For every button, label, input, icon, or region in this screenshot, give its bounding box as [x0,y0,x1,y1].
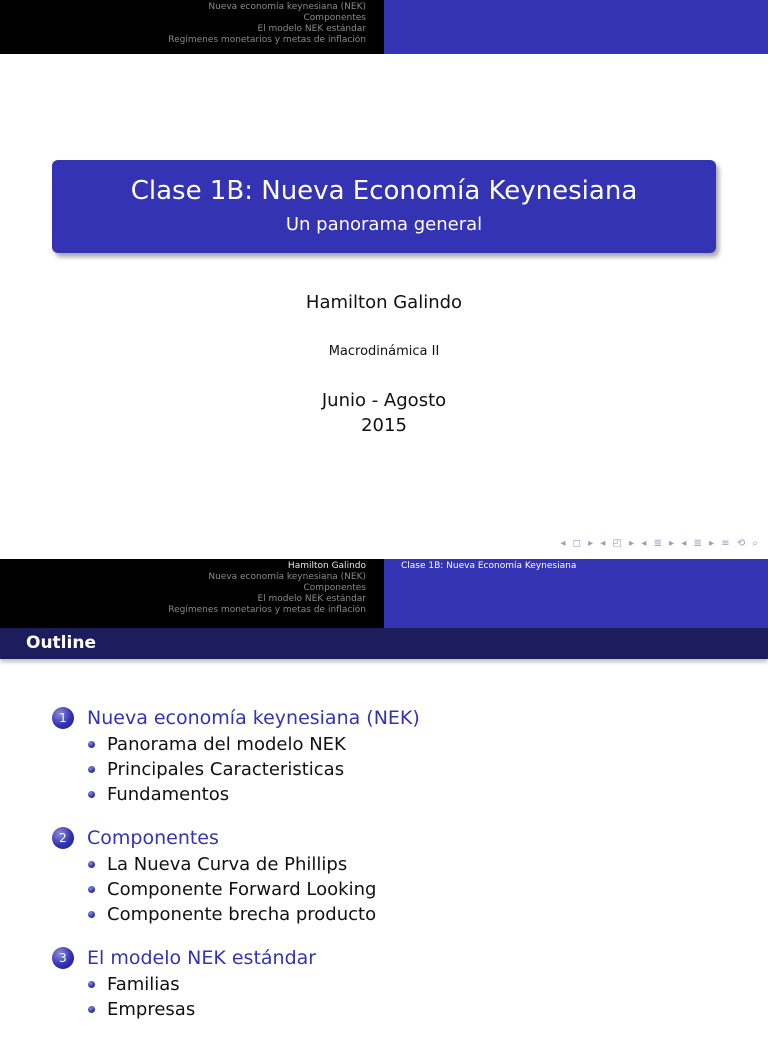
bullet-icon [88,981,95,988]
toc-section-label: El modelo NEK estándar [87,947,317,969]
header-title-area [384,559,768,628]
title-block [52,160,716,253]
toc-subsection[interactable] [52,902,752,927]
toc-section-label: Nueva economía keynesiana (NEK) [87,707,420,729]
toc-subsection[interactable] [52,732,752,757]
toc-subsection-label: Fundamentos [107,784,230,805]
date-line: Junio - Agosto [321,390,447,411]
header-section-link[interactable]: Nueva economía keynesiana (NEK) [208,2,366,12]
bullet-icon [88,791,95,798]
bullet-icon [88,886,95,893]
header-section-link[interactable]: Componentes [303,583,366,593]
header-section-link[interactable]: Regímenes monetarios y metas de inflación [168,605,366,615]
bullet-icon [88,766,95,773]
section-number-ball-icon: 3 [52,947,74,969]
toc-section [52,704,752,807]
toc-section-label: Componentes [87,827,219,849]
toc-subsection[interactable] [52,972,752,997]
toc-section [52,824,752,927]
header-section-list [0,559,384,628]
frame-title: Outline [26,633,96,653]
beamer-navigation-bar[interactable]: ◂ ◻ ▸ ◂ ◰ ▸ ◂ ≣ ▸ ◂ ≣ ▸ ≡ ⟲ ⌕ [560,538,760,549]
toc-subsection-label: La Nueva Curva de Phillips [107,854,348,875]
institute-name: Macrodinámica II [328,344,440,359]
section-number-ball-icon: 1 [52,707,74,729]
header-section-link[interactable]: El modelo NEK estándar [257,594,366,604]
toc-section-heading[interactable] [52,704,752,732]
toc-subsection[interactable] [52,757,752,782]
author-name: Hamilton Galindo [305,292,463,313]
bullet-icon [88,911,95,918]
table-of-contents [52,704,752,1039]
header-section-link[interactable]: Regímenes monetarios y metas de inflación [168,35,366,45]
toc-section-heading[interactable] [52,944,752,972]
section-number-ball-icon: 2 [52,827,74,849]
date-year: 2015 [361,415,407,436]
toc-subsection-label: Componente Forward Looking [107,879,377,900]
toc-subsection[interactable] [52,782,752,807]
toc-subsection-label: Componente brecha producto [107,904,377,925]
slide1-header-band [0,0,768,54]
header-presentation-title: Clase 1B: Nueva Economía Keynesiana [401,561,577,571]
toc-subsection-label: Empresas [107,999,196,1020]
presentation-date [0,388,768,438]
toc-subsection[interactable] [52,852,752,877]
toc-subsection[interactable] [52,877,752,902]
header-title-area [384,0,768,54]
bullet-icon [88,1006,95,1013]
toc-subsection-label: Principales Caracteristicas [107,759,345,780]
bullet-icon [88,741,95,748]
header-section-link[interactable]: El modelo NEK estándar [257,24,366,34]
presentation-title: Clase 1B: Nueva Economía Keynesiana [130,176,638,206]
frame-title-bar [0,628,768,659]
header-author: Hamilton Galindo [287,561,366,571]
toc-subsection-label: Panorama del modelo NEK [107,734,346,755]
presentation-subtitle: Un panorama general [285,214,483,235]
toc-subsection[interactable] [52,997,752,1022]
header-section-link[interactable]: Nueva economía keynesiana (NEK) [208,572,366,582]
toc-section [52,944,752,1022]
toc-section-heading[interactable] [52,824,752,852]
bullet-icon [88,861,95,868]
slide2-header-band [0,559,768,628]
header-section-link[interactable]: Componentes [303,13,366,23]
toc-subsection-label: Familias [107,974,180,995]
header-section-list [0,0,384,54]
